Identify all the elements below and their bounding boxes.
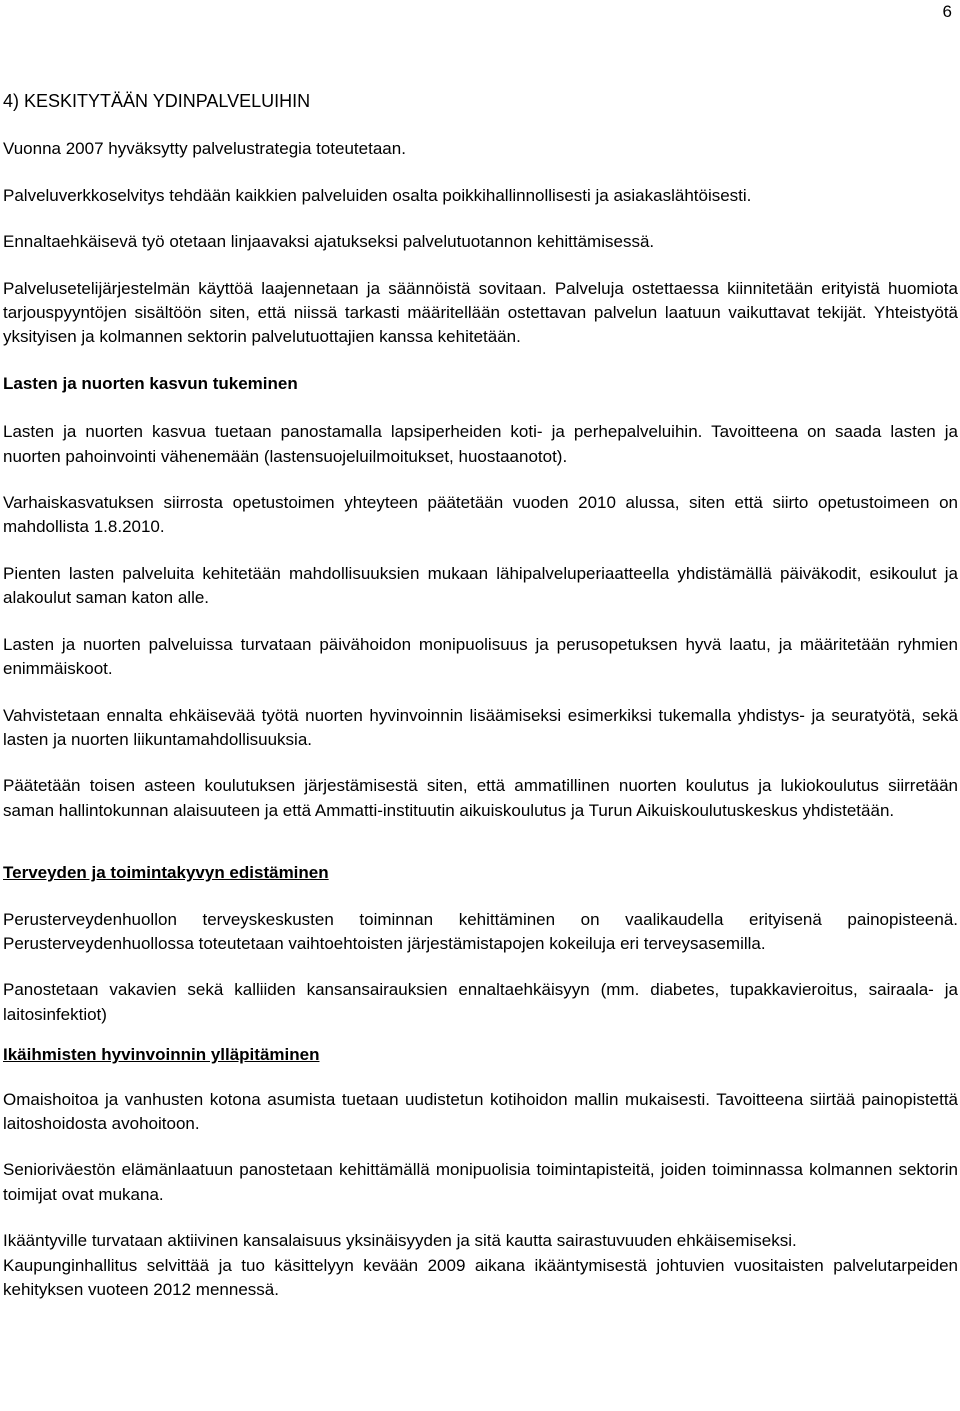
page-number: 6 [942,2,952,21]
paragraph: Senioriväestön elämänlaatuun panostetaan kehittämällä monipuolisia toimintapisteitä, joiden toiminnassa kolmannen sektorin toimijat ovat mukana. [3,1160,958,1204]
paragraph: Panostetaan vakavien sekä kalliiden kansansairauksien ennaltaehkäisyyn (mm. diabetes, tupakkavieroitus, sairaala- ja laitosinfektiot) [3,980,958,1024]
paragraph: Lasten ja nuorten palveluissa turvataan päivähoidon monipuolisuus ja perusopetuksen hyvä laatu, ja määritetään ryhmien enimmäiskoot. [3,634,958,679]
paragraph: Lasten ja nuorten kasvua tuetaan panostamalla lapsiperheiden koti- ja perhepalveluihin. Tavoitteena on saada lasten ja nuorten pahoinvointi vähenemään (lastensuojeluilmoitukset, huostaanotot). [3,422,958,466]
paragraph: Ennaltaehkäisevä työ otetaan linjaavaksi ajatukseksi palvelutuotannon kehittämisessä. [3,232,655,252]
paragraph: Päätetään toisen asteen koulutuksen järjestämisestä siten, että ammatillinen nuorten koulutus ja lukiokoulutus siirretään saman hallintokunnan alaisuuteen ja että Ammatti-instituutin aikuiskoulutus ja Turun Aikuiskoulutuskeskus yhdistetään. [3,776,958,820]
paragraph: Palvelusetelijärjestelmän käyttöä laajennetaan ja säännöistä sovitaan. Palveluja ostettaessa kiinnitetään erityistä huomiota tarjouspyyntöjen sisältöön siten, että niissä tarkasti määritellään ostettavan palvelun laatuun vaikuttavat tekijät. Yhteistyötä yksityisen ja kolmannen sektorin palvelutuottajien kanssa kehitetään. [3,278,958,347]
document-body [3,89,958,1302]
paragraph: Vahvistetaan ennalta ehkäisevää työtä nuorten hyvinvoinnin lisäämiseksi esimerkiksi tukemalla yhdistys- ja seuratyötä, sekä lasten ja nuorten liikuntamahdollisuuksia. [3,705,958,749]
section-heading: Ikäihmisten hyvinvoinnin ylläpitäminen [3,1045,320,1065]
paragraph: Ikääntyville turvataan aktiivinen kansalaisuus yksinäisyyden ja sitä kautta sairastuvuuden ehkäisemiseksi. [3,1231,797,1251]
section-heading: Terveyden ja toimintakyvyn edistäminen [3,863,329,883]
paragraph: Omaishoitoa ja vanhusten kotona asumista tuetaan uudistetun kotihoidon mallin mukaisesti. Tavoitteena siirtää painopistettä laitoshoidosta avohoitoon. [3,1089,958,1133]
paragraph: Varhaiskasvatuksen siirrosta opetustoimen yhteyteen päätetään vuoden 2010 alussa, siten että siirto opetustoimeen on mahdollista 1.8.2010. [3,493,958,537]
section-title: 4) KESKITYTÄÄN YDINPALVELUIHIN [3,91,311,111]
section-heading: Lasten ja nuorten kasvun tukeminen [3,373,298,393]
paragraph: Pienten lasten palveluita kehitetään mahdollisuuksien mukaan lähipalveluperiaatteella yhdistämällä päiväkodit, esikoulut ja alakoulut saman katon alle. [3,563,958,608]
paragraph: Kaupunginhallitus selvittää ja tuo käsittelyyn kevään 2009 aikana ikääntymisestä johtuvien vuositaisten palvelutarpeiden kehityksen vuoteen 2012 mennessä. [3,1255,958,1299]
paragraph: Palveluverkkoselvitys tehdään kaikkien palveluiden osalta poikkihallinnollisesti ja asiakaslähtöisesti. [3,185,752,205]
paragraph: Vuonna 2007 hyväksytty palvelustrategia toteutetaan. [3,139,406,159]
paragraph: Perusterveydenhuollon terveyskeskusten toiminnan kehittäminen on vaalikaudella erityisenä painopisteenä. Perusterveydenhuollossa toteutetaan vaihtoehtoisten järjestämistapojen kokeiluja eri terveysasemilla. [3,909,958,953]
